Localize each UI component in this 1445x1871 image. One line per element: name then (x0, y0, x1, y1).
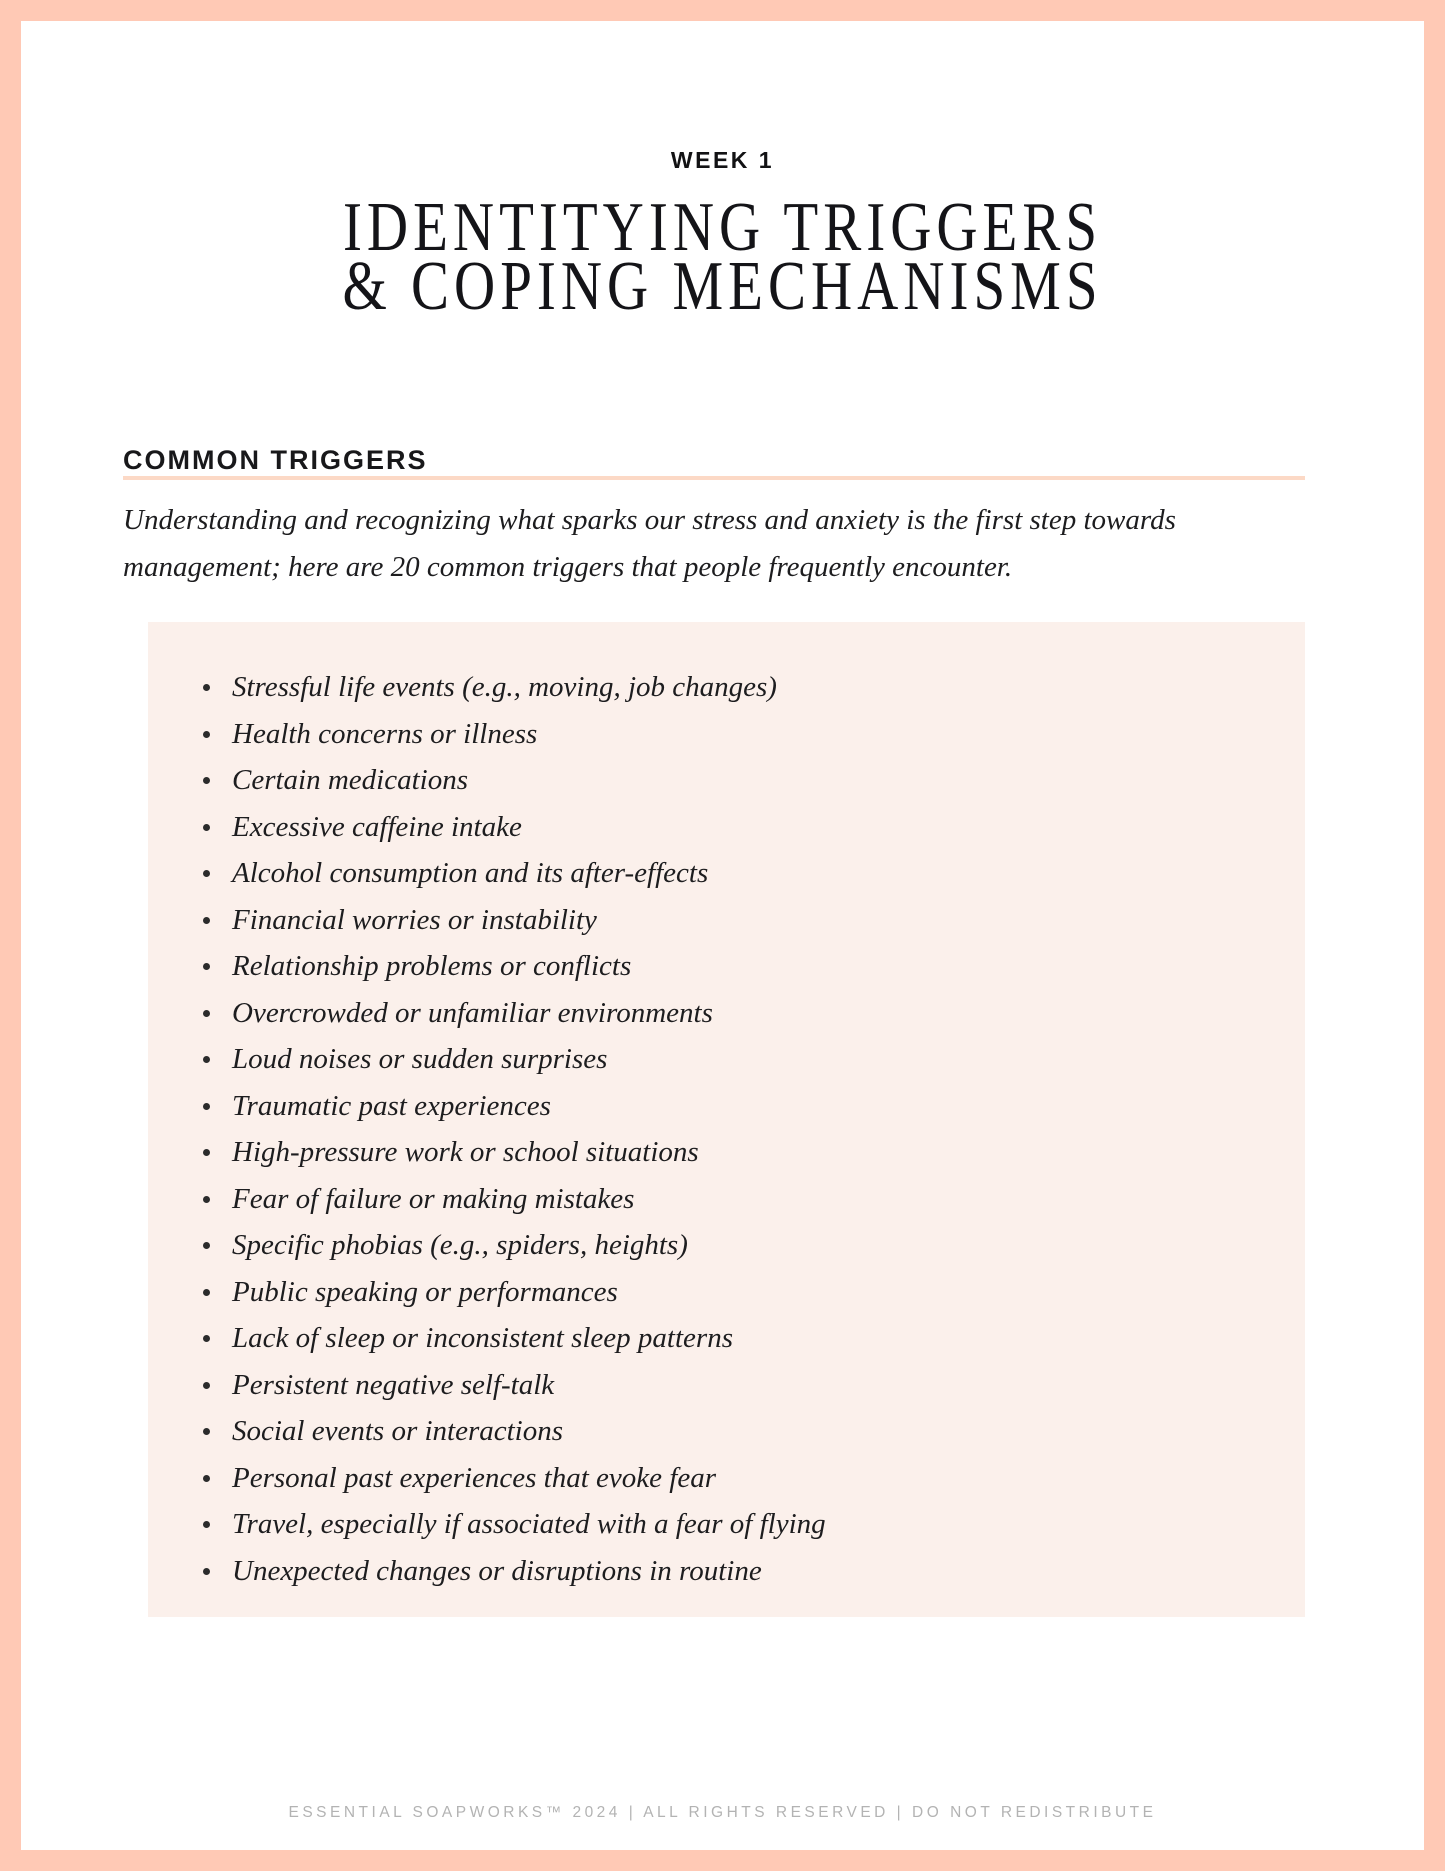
page-title (21, 189, 1424, 325)
trigger-list-item: High-pressure work or school situations (200, 1129, 1269, 1176)
trigger-list-item: Persistent negative self-talk (200, 1362, 1269, 1409)
trigger-list-item: Travel, especially if associated with a fear of flying (200, 1501, 1269, 1548)
trigger-list-item: Loud noises or sudden surprises (200, 1036, 1269, 1083)
trigger-list-item: Overcrowded or unfamiliar environments (200, 990, 1269, 1037)
triggers-list (200, 664, 1269, 1594)
page-title-line-1: IDENTITYING TRIGGERS (342, 189, 1103, 267)
trigger-list-item: Stressful life events (e.g., moving, job changes) (200, 664, 1269, 711)
trigger-list-item: Personal past experiences that evoke fear (200, 1455, 1269, 1502)
intro-paragraph: Understanding and recognizing what sparks our stress and anxiety is the first step towards management; here are 20 common triggers that people frequently encounter. (123, 504, 1176, 583)
trigger-list-item: Relationship problems or conflicts (200, 943, 1269, 990)
trigger-list-item: Excessive caffeine intake (200, 804, 1269, 851)
footer-copyright: ESSENTIAL SOAPWORKS™ 2024 | ALL RIGHTS RESERVED | DO NOT REDISTRIBUTE (288, 1804, 1157, 1821)
trigger-list-item: Specific phobias (e.g., spiders, heights) (200, 1222, 1269, 1269)
trigger-list-item: Fear of failure or making mistakes (200, 1176, 1269, 1223)
triggers-box (148, 622, 1305, 1617)
trigger-list-item: Certain medications (200, 757, 1269, 804)
trigger-list-item: Social events or interactions (200, 1408, 1269, 1455)
trigger-list-item: Health concerns or illness (200, 711, 1269, 758)
trigger-list-item: Financial worries or instability (200, 897, 1269, 944)
trigger-list-item: Alcohol consumption and its after-effects (200, 850, 1269, 897)
trigger-list-item: Unexpected changes or disruptions in routine (200, 1548, 1269, 1595)
section-heading-common-triggers: COMMON TRIGGERS (123, 445, 428, 475)
page-title-line-2: & COPING MECHANISMS (342, 247, 1103, 325)
week-label: WEEK 1 (670, 147, 775, 173)
trigger-list-item: Traumatic past experiences (200, 1083, 1269, 1130)
section-divider (123, 476, 1305, 480)
trigger-list-item: Lack of sleep or inconsistent sleep patterns (200, 1315, 1269, 1362)
trigger-list-item: Public speaking or performances (200, 1269, 1269, 1316)
